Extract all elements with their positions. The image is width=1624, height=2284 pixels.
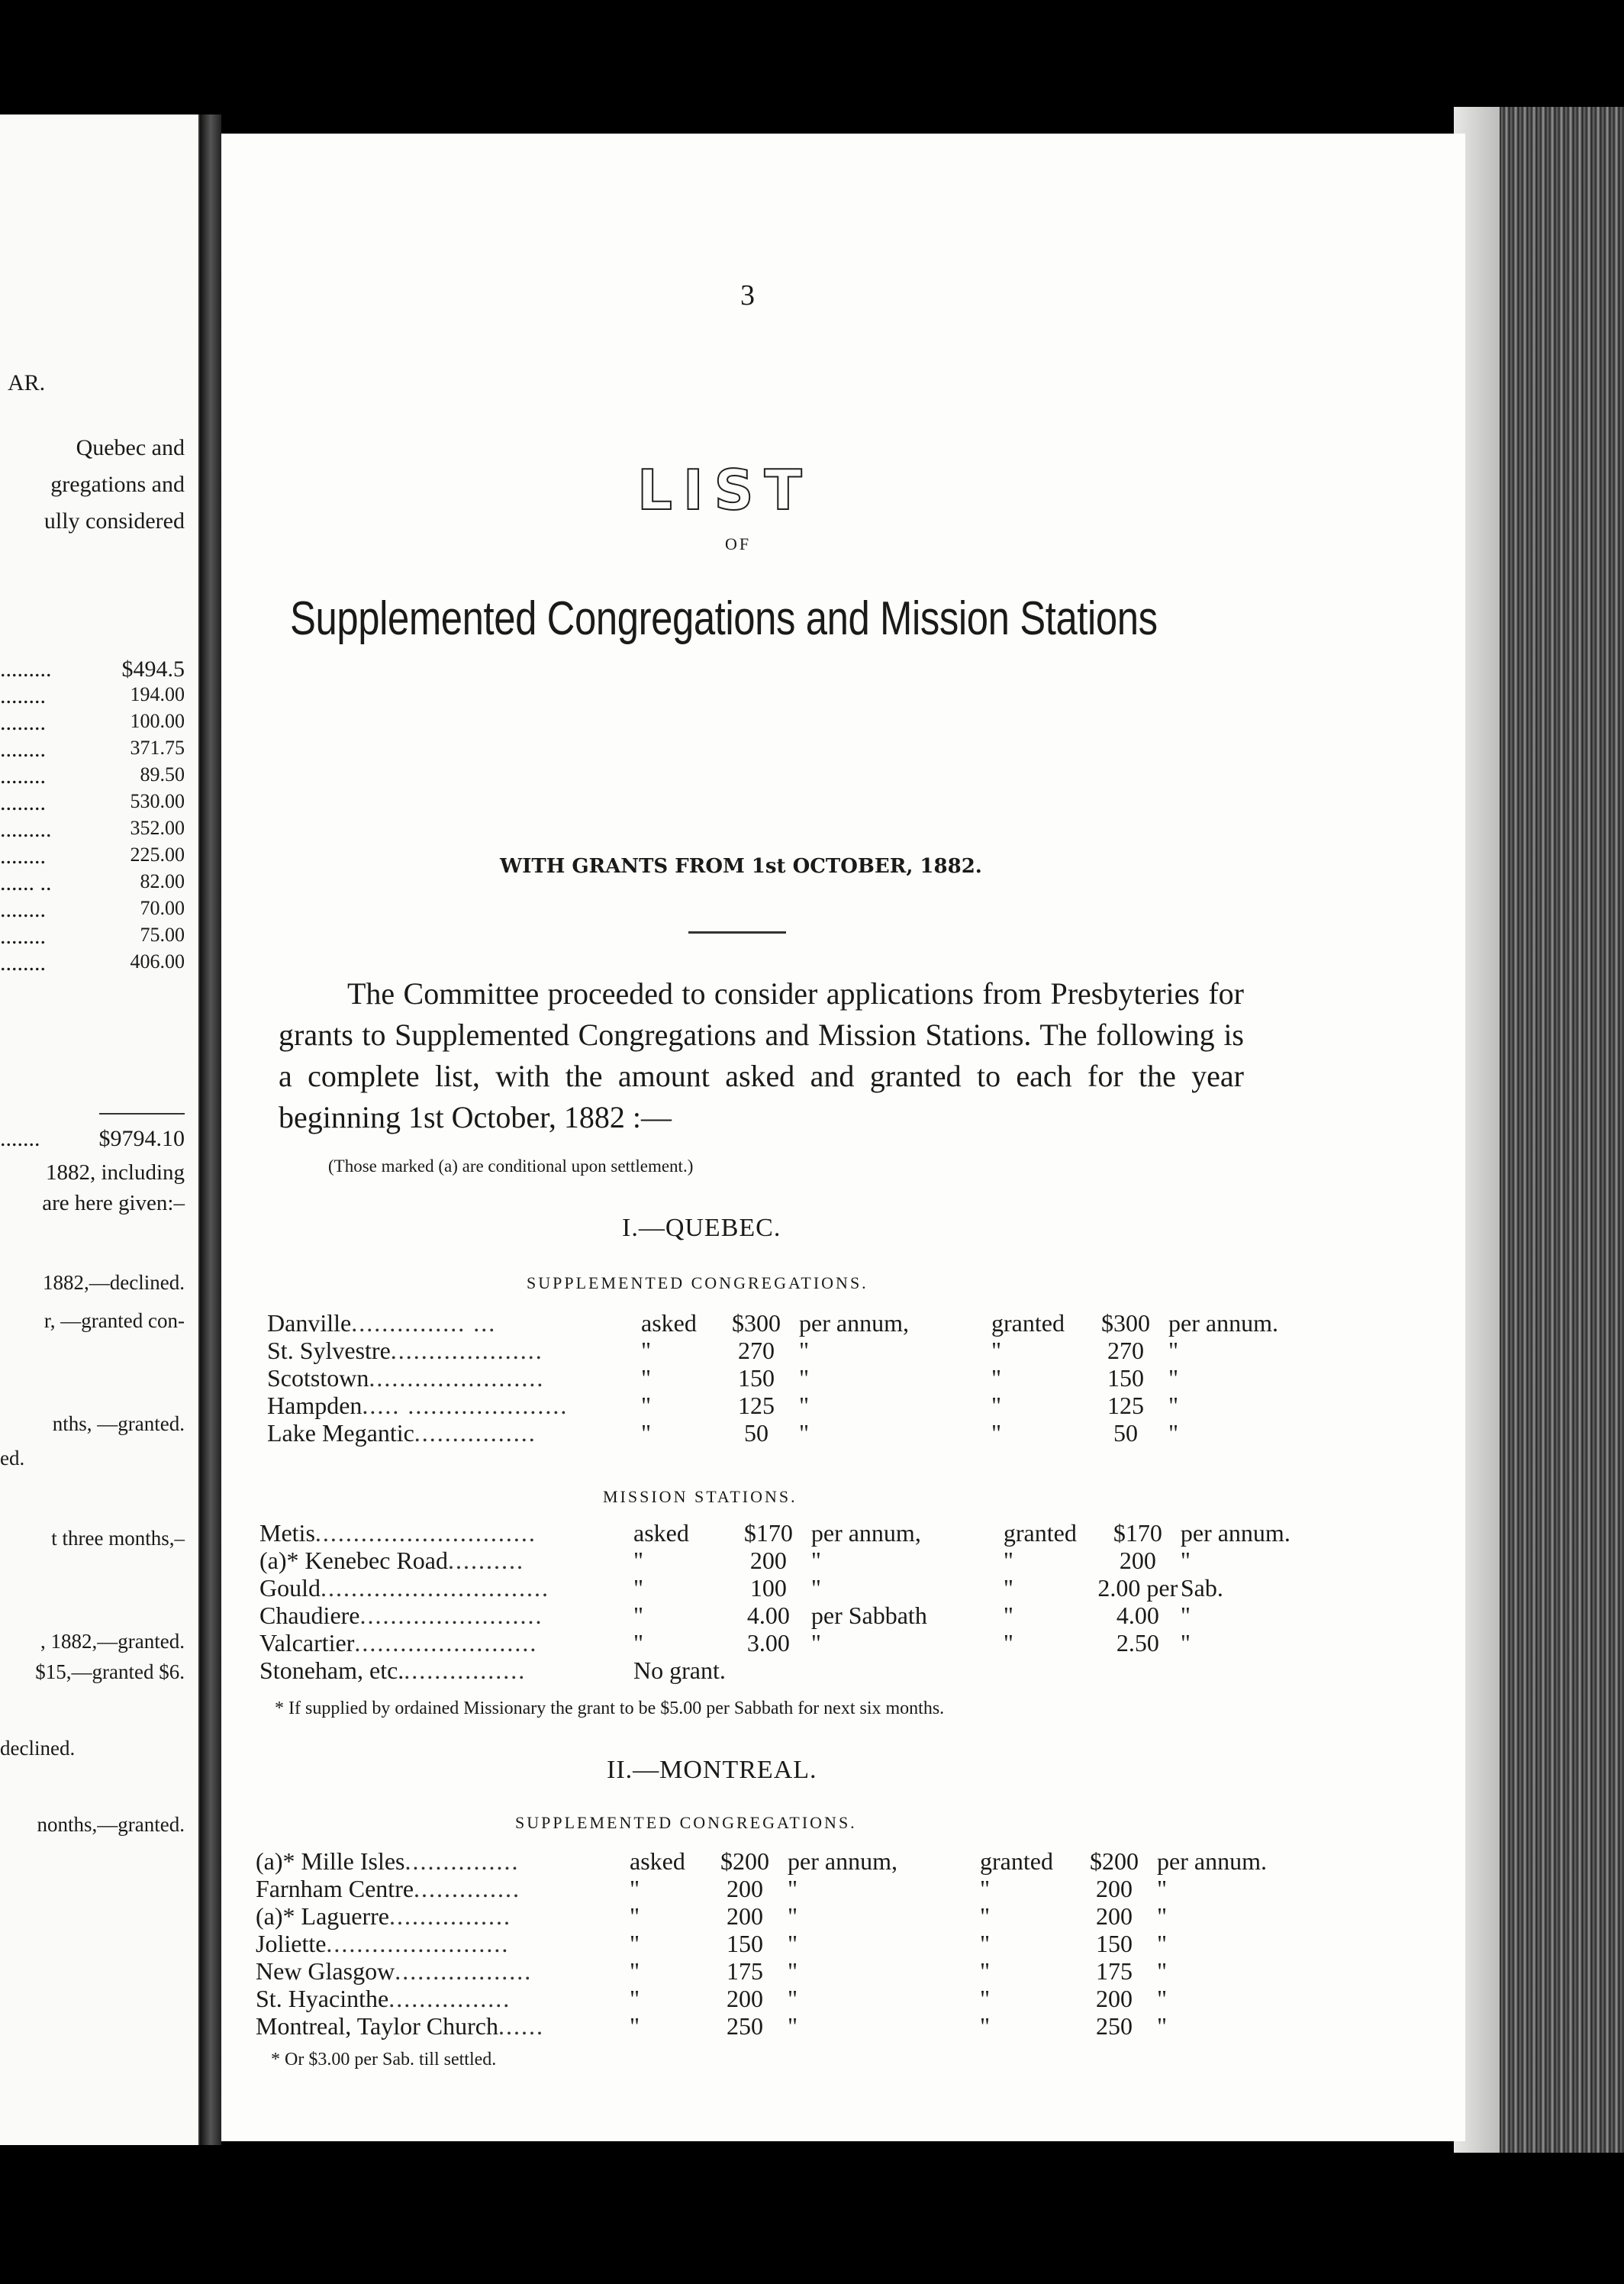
table-row: [259, 1657, 1333, 1684]
congregation-name-cell: [267, 1419, 641, 1447]
congregation-name: Gould: [259, 1574, 321, 1602]
left-page: [0, 115, 200, 2145]
table-row: [256, 1875, 1310, 1902]
asked-word-cell: ": [630, 1985, 640, 2012]
congregation-name-cell: [259, 1547, 633, 1574]
asked-cell: $170: [743, 1519, 793, 1547]
left-heading-fragment: AR.: [8, 370, 46, 395]
leader-dots: .......................: [369, 1364, 545, 1392]
end-cell: ": [1157, 1875, 1168, 1902]
leader-dots: ..........: [447, 1547, 524, 1574]
left-amount: $494.5: [121, 656, 185, 682]
leader-dots: ................: [404, 1657, 527, 1684]
end-cell: ": [1168, 1337, 1179, 1364]
congregation-name: Chaudiere: [259, 1602, 360, 1629]
end-cell: per annum.: [1180, 1519, 1290, 1547]
subheading-mission: MISSION STATIONS.: [603, 1487, 798, 1506]
end-cell: ": [1168, 1392, 1179, 1419]
per-cell: per annum,: [810, 1519, 921, 1547]
end-cell: ": [1157, 1902, 1168, 1930]
left-dots: ........: [0, 950, 46, 976]
end-cell: Sab.: [1180, 1574, 1223, 1602]
asked-cell: $300: [732, 1309, 781, 1337]
congregation-name: Metis: [259, 1519, 315, 1547]
congregation-name-cell: [267, 1392, 641, 1419]
per-cell: ": [810, 1547, 821, 1574]
leader-dots: ................: [388, 1902, 511, 1930]
granted-cell: [1095, 1657, 1181, 1684]
table-body: [259, 1519, 1333, 1684]
of-word: OF: [725, 534, 752, 553]
footnote: * Or $3.00 per Sab. till settled.: [271, 2050, 497, 2069]
granted-cell: $200: [1090, 1847, 1139, 1875]
table-body: [267, 1309, 1321, 1447]
per-cell: ": [799, 1392, 810, 1419]
per-cell: [811, 1657, 1004, 1684]
leader-dots: .............................: [314, 1519, 536, 1547]
table-row: [267, 1364, 1321, 1392]
granted-word-cell: ": [1003, 1629, 1013, 1657]
granted-cell: 125: [1107, 1392, 1144, 1419]
left-dots: ........: [0, 790, 46, 815]
leader-dots: ..... .....................: [362, 1392, 569, 1419]
left-amount: 75.00: [140, 924, 185, 946]
asked-word-cell: ": [630, 1957, 640, 1985]
granted-word-cell: ": [980, 1957, 991, 1985]
asked-cell: 200: [727, 1875, 763, 1902]
intro-paragraph: [279, 973, 1244, 1138]
asked-cell: 150: [727, 1930, 763, 1957]
subheading-supplemented: SUPPLEMENTED CONGREGATIONS.: [515, 1813, 857, 1832]
leader-dots: ..................: [395, 1957, 533, 1985]
granted-word-cell: ": [991, 1364, 1002, 1392]
main-title: Supplemented Congregations and Mission Stations: [290, 592, 1158, 645]
granted-word-cell: [1004, 1657, 1095, 1684]
granted-word-cell: granted: [980, 1847, 1053, 1875]
left-line: nths, —granted.: [52, 1412, 185, 1435]
granted-word-cell: granted: [1003, 1519, 1077, 1547]
asked-word-cell: ": [641, 1337, 652, 1364]
section-heading-quebec: I.—QUEBEC.: [622, 1214, 781, 1242]
table-row: [256, 1985, 1310, 2012]
book-gutter: [200, 115, 221, 2145]
asked-cell: 150: [738, 1364, 775, 1392]
asked-cell: 250: [727, 2012, 763, 2040]
asked-word-cell: ": [633, 1602, 644, 1629]
per-cell: ": [799, 1419, 810, 1447]
leader-dots: ..............: [414, 1875, 521, 1902]
left-intro-line: Quebec and: [76, 435, 185, 460]
table-row: [267, 1419, 1321, 1447]
congregation-name: St. Sylvestre: [267, 1337, 391, 1364]
congregation-name: Farnham Centre: [256, 1875, 414, 1902]
granted-cell: 200: [1096, 1985, 1133, 2012]
granted-cell: 150: [1107, 1364, 1144, 1392]
per-cell: ": [788, 1902, 798, 1930]
footnote: * If supplied by ordained Missionary the grant to be $5.00 per Sabbath for next six months.: [275, 1698, 945, 1718]
congregation-name-cell: [256, 1875, 630, 1902]
congregation-name: Hampden: [267, 1392, 362, 1419]
granted-word-cell: ": [991, 1419, 1002, 1447]
left-amount: 352.00: [130, 817, 185, 839]
left-amount: 530.00: [130, 790, 185, 812]
left-line: nonths,—granted.: [37, 1813, 185, 1836]
table-row: [267, 1337, 1321, 1364]
left-amount: 406.00: [130, 950, 185, 973]
asked-cell: 125: [738, 1392, 775, 1419]
table-row: [256, 2012, 1310, 2040]
left-dots: ........: [0, 897, 46, 922]
granted-cell: $170: [1113, 1519, 1162, 1547]
congregation-name-cell: [267, 1337, 641, 1364]
asked-word-cell: ": [633, 1574, 644, 1602]
left-line: 1882,—declined.: [43, 1271, 185, 1294]
table-row: [259, 1574, 1333, 1602]
end-cell: ": [1157, 2012, 1168, 2040]
congregation-name: Valcartier: [259, 1629, 355, 1657]
left-amount: 70.00: [140, 897, 185, 919]
congregation-name-cell: [259, 1574, 633, 1602]
left-intro-line: ully considered: [44, 508, 185, 534]
granted-word-cell: ": [1003, 1602, 1013, 1629]
asked-word-cell: ": [630, 2012, 640, 2040]
table-body: [256, 1847, 1310, 2040]
congregation-name: New Glasgow: [256, 1957, 395, 1985]
granted-cell: 50: [1113, 1419, 1138, 1447]
left-amount: 194.00: [130, 683, 185, 705]
granted-cell: 200: [1119, 1547, 1156, 1574]
quebec-mission-table: [259, 1519, 1333, 1684]
end-cell: [1181, 1657, 1333, 1684]
table-row: [267, 1309, 1321, 1337]
asked-cell: 100: [749, 1574, 787, 1602]
title-rule: [688, 931, 786, 934]
asked-cell: 200: [749, 1547, 787, 1574]
per-cell: per annum,: [788, 1847, 897, 1875]
congregation-name: Lake Megantic: [267, 1419, 414, 1447]
left-dots: ........: [0, 763, 46, 789]
per-cell: ": [788, 1957, 798, 1985]
left-dots: ........: [0, 737, 46, 762]
per-cell: ": [799, 1364, 810, 1392]
table-row: [259, 1547, 1333, 1574]
congregation-name-cell: [259, 1629, 633, 1657]
congregation-name-cell: [256, 1985, 630, 2012]
page-number: 3: [740, 279, 755, 311]
left-line: declined.: [0, 1737, 76, 1760]
table-row: [259, 1629, 1333, 1657]
asked-cell: 270: [738, 1337, 775, 1364]
congregation-name: Montreal, Taylor Church: [256, 2012, 498, 2040]
leader-dots: ..............................: [321, 1574, 549, 1602]
left-amount: 82.00: [140, 870, 185, 892]
congregation-name: (a)* Mille Isles: [256, 1847, 405, 1875]
asked-cell: 200: [727, 1985, 763, 2012]
granted-word-cell: ": [1003, 1547, 1013, 1574]
left-amount: 371.75: [130, 737, 185, 759]
granted-word-cell: ": [980, 2012, 991, 2040]
quebec-supplemented-table: [267, 1309, 1321, 1447]
table-row: [259, 1519, 1333, 1547]
granted-word-cell: ": [980, 1902, 991, 1930]
granted-cell: 200: [1096, 1902, 1133, 1930]
asked-word-cell: ": [630, 1875, 640, 1902]
congregation-name: Joliette: [256, 1930, 327, 1957]
left-line: r, —granted con-: [44, 1309, 185, 1332]
granted-cell: 200: [1096, 1875, 1133, 1902]
end-cell: per annum.: [1157, 1847, 1267, 1875]
asked-word-cell: ": [641, 1392, 652, 1419]
granted-cell: 270: [1107, 1337, 1144, 1364]
end-cell: ": [1157, 1985, 1168, 2012]
left-total-rule: [99, 1113, 185, 1115]
conditional-note: (Those marked (a) are conditional upon settlement.): [328, 1157, 694, 1176]
per-cell: ": [799, 1337, 810, 1364]
asked-word-cell: asked: [641, 1309, 697, 1337]
congregation-name-cell: [267, 1309, 641, 1337]
congregation-name: Scotstown: [267, 1364, 369, 1392]
section-heading-montreal: II.—MONTREAL.: [607, 1756, 817, 1784]
table-row: [256, 1847, 1310, 1875]
per-cell: per annum,: [799, 1309, 909, 1337]
leader-dots: ....................: [390, 1337, 543, 1364]
per-cell: ": [788, 1875, 798, 1902]
end-cell: ": [1180, 1547, 1191, 1574]
leader-dots: ................: [414, 1419, 536, 1447]
asked-word-cell: ": [633, 1547, 644, 1574]
granted-cell: 175: [1096, 1957, 1133, 1985]
end-cell: ": [1180, 1629, 1191, 1657]
asked-word-cell: No grant.: [633, 1657, 726, 1684]
list-title: LIST: [637, 458, 813, 522]
table-row: [267, 1392, 1321, 1419]
end-cell: ": [1157, 1957, 1168, 1985]
per-cell: ": [788, 1930, 798, 1957]
end-cell: ": [1168, 1419, 1179, 1447]
asked-cell: 50: [744, 1419, 768, 1447]
leader-dots: ........................: [359, 1602, 543, 1629]
left-line: , 1882,—granted.: [40, 1630, 185, 1653]
asked-cell: 4.00: [746, 1602, 790, 1629]
asked-word-cell: ": [630, 1930, 640, 1957]
congregation-name: St. Hyacinthe: [256, 1985, 389, 2012]
right-page: [221, 134, 1465, 2141]
granted-word-cell: ": [980, 1985, 991, 2012]
leader-dots: ............... ...: [351, 1309, 497, 1337]
left-line: t three months,–: [51, 1527, 185, 1550]
congregation-name: (a)* Laguerre: [256, 1902, 389, 1930]
congregation-name: Danville: [267, 1309, 352, 1337]
left-dots: ........: [0, 710, 46, 735]
asked-word-cell: ": [630, 1902, 640, 1930]
left-line: 1882, including: [45, 1160, 185, 1185]
end-cell: ": [1180, 1602, 1191, 1629]
asked-cell: 200: [727, 1902, 763, 1930]
leader-dots: ................: [388, 1985, 511, 2012]
left-dots: ........: [0, 683, 46, 708]
left-dots: ........: [0, 924, 46, 949]
end-cell: ": [1168, 1364, 1179, 1392]
subheading-supplemented: SUPPLEMENTED CONGREGATIONS.: [527, 1273, 868, 1292]
table-row: [256, 1930, 1310, 1957]
congregation-name-cell: [259, 1602, 633, 1629]
congregation-name: (a)* Kenebec Road: [259, 1547, 448, 1574]
end-cell: ": [1157, 1930, 1168, 1957]
granted-word-cell: ": [991, 1337, 1002, 1364]
congregation-name-cell: [267, 1364, 641, 1392]
asked-word-cell: asked: [630, 1847, 685, 1875]
granted-cell: $300: [1101, 1309, 1150, 1337]
granted-cell: 250: [1096, 2012, 1133, 2040]
asked-cell: [726, 1657, 811, 1684]
congregation-name-cell: [256, 1902, 630, 1930]
montreal-supplemented-table: [256, 1847, 1310, 2040]
per-cell: ": [788, 1985, 798, 2012]
table-row: [256, 1957, 1310, 1985]
left-dots: .........: [0, 656, 52, 682]
asked-cell: 3.00: [746, 1629, 790, 1657]
left-dots: .........: [0, 817, 52, 842]
asked-cell: $200: [720, 1847, 769, 1875]
asked-cell: 175: [727, 1957, 763, 1985]
left-line: ed.: [0, 1447, 25, 1469]
left-amount: 225.00: [130, 844, 185, 866]
granted-word-cell: ": [991, 1392, 1002, 1419]
leader-dots: ........................: [354, 1629, 538, 1657]
asked-word-cell: ": [641, 1364, 652, 1392]
granted-word-cell: ": [980, 1875, 991, 1902]
leader-dots: ...............: [404, 1847, 520, 1875]
per-cell: ": [810, 1629, 821, 1657]
table-row: [256, 1902, 1310, 1930]
left-dots: ...... ..: [0, 870, 52, 895]
congregation-name-cell: [256, 2012, 630, 2040]
left-intro-line: gregations and: [50, 472, 185, 497]
per-cell: per Sabbath: [810, 1602, 927, 1629]
asked-word-cell: asked: [633, 1519, 689, 1547]
asked-word-cell: ": [633, 1629, 644, 1657]
intro-text: The Committee proceeded to consider applications from Presbyteries for grants to Supplemented Congregations and Mission Stations. The following is a complete list, with the amount asked and granted to each for the year beginning 1st October, 1882 :—: [279, 976, 1244, 1134]
left-amount: 89.50: [140, 763, 185, 786]
congregation-name-cell: [256, 1847, 630, 1875]
per-cell: ": [810, 1574, 821, 1602]
congregation-name-cell: [256, 1930, 630, 1957]
leader-dots: ......: [498, 2012, 544, 2040]
table-row: [259, 1602, 1333, 1629]
granted-word-cell: granted: [991, 1309, 1065, 1337]
granted-word-cell: ": [1003, 1574, 1013, 1602]
left-dots: .......: [0, 1126, 40, 1151]
left-line: $15,—granted $6.: [35, 1660, 185, 1683]
congregation-name-cell: [259, 1657, 633, 1684]
granted-cell: 4.00: [1116, 1602, 1159, 1629]
granted-cell: 2.50: [1116, 1629, 1159, 1657]
left-dots: ........: [0, 844, 46, 869]
granted-cell: 150: [1096, 1930, 1133, 1957]
left-line: are here given:–: [42, 1191, 185, 1215]
end-cell: per annum.: [1168, 1309, 1278, 1337]
granted-cell: 2.00 per: [1097, 1574, 1178, 1602]
left-amount: 100.00: [130, 710, 185, 732]
left-total: $9794.10: [98, 1126, 185, 1151]
subtitle: WITH GRANTS FROM 1st OCTOBER, 1882.: [500, 855, 982, 878]
congregation-name: Stoneham, etc.: [259, 1657, 404, 1684]
leader-dots: ........................: [326, 1930, 510, 1957]
congregation-name-cell: [259, 1519, 633, 1547]
per-cell: ": [788, 2012, 798, 2040]
asked-word-cell: ": [641, 1419, 652, 1447]
granted-word-cell: ": [980, 1930, 991, 1957]
congregation-name-cell: [256, 1957, 630, 1985]
